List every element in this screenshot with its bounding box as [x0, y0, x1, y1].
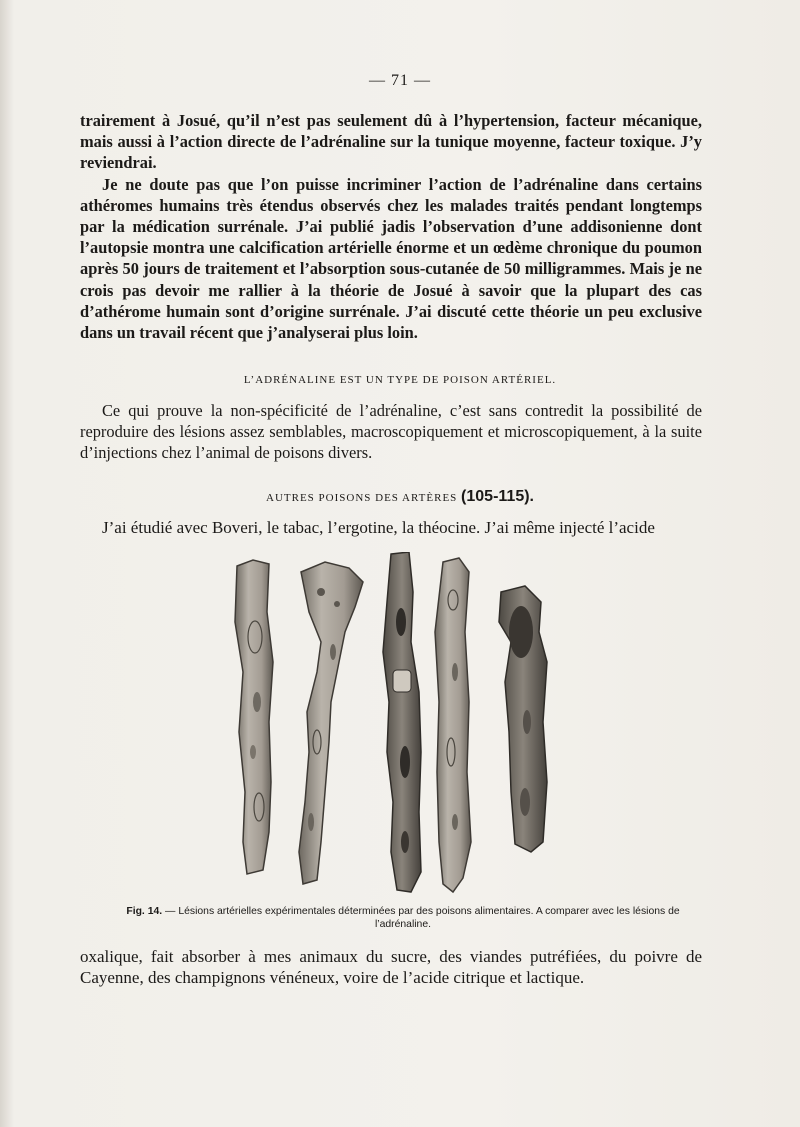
- paragraph-oxalique: oxalique, fait absorber à mes animaux du sucre, des viandes putréfiées, du poivre de Cayenne, des champignons vénéneux, voire de l’acide citrique et lactique.: [80, 947, 702, 988]
- section-heading-autres-poisons: [0, 488, 800, 506]
- artery-specimen-3: [383, 552, 421, 892]
- paragraph-boveri: J’ai étudié avec Boveri, le tabac, l’ergotine, la théocine. J’ai même injecté l’acide: [102, 518, 655, 537]
- paragraph-atheromes: Je ne doute pas que l’on puisse incriminer l’action de l’adrénaline dans certains athéromes humains très étendus observés chez les malades traités pendant longtemps par la médication surrénale. J’ai publié jadis l’observation d’une addisonienne dont l’autopsie montra une calcification artérielle énorme et un œdème chronique du poumon après 50 jours de traitement et l’absorption sous-cutanée de 50 milligrammes. Mais je ne crois pas devoir me rallier à la théorie de Josué à savoir que la plupart des cas d’athérome humain sont d’origine surrénale. J’ai discuté cette théorie un peu exclusive dans un travail récent que j’analyserai plus loin.: [80, 174, 702, 343]
- body-text-top: [80, 110, 702, 343]
- artery-specimen-1: [235, 560, 273, 874]
- section-heading-adrenaline: L’ADRÉNALINE EST UN TYPE DE POISON ARTÉRIEL.: [243, 374, 557, 386]
- paragraph-continuation: trairement à Josué, qu’il n’est pas seulement dû à l’hypertension, facteur mécanique, mais aussi à l’action directe de l’adrénaline sur la tunique moyenne, facteur toxique. J’y reviendrai.: [80, 111, 702, 173]
- section-heading-refs: (105-115).: [461, 488, 534, 505]
- figure-label: Fig. 14.: [126, 906, 163, 917]
- page-number: — 71 —: [369, 72, 431, 89]
- artery-specimen-2: [299, 562, 363, 884]
- paragraph-non-specificite: Ce qui prouve la non-spécificité de l’adrénaline, c’est sans contredit la possibilité de reproduire des lésions assez semblables, macroscopiquement et microscopiquement, à la suite d’injections chez l’animal de poisons divers.: [80, 401, 702, 463]
- section-heading-text: AUTRES POISONS DES ARTÈRES: [266, 492, 458, 504]
- body-text-section1: [80, 400, 702, 464]
- body-text-section2: [80, 517, 702, 538]
- body-text-bottom: [80, 946, 702, 988]
- artery-specimen-4: [435, 558, 471, 892]
- artery-specimen-5: [499, 586, 547, 852]
- figure-arterial-lesions: [225, 552, 565, 897]
- figure-caption: [118, 905, 688, 931]
- figure-caption-text: — Lésions artérielles expérimentales déterminées par des poisons alimentaires. A comparer avec les lésions de l’adrénaline.: [165, 906, 680, 930]
